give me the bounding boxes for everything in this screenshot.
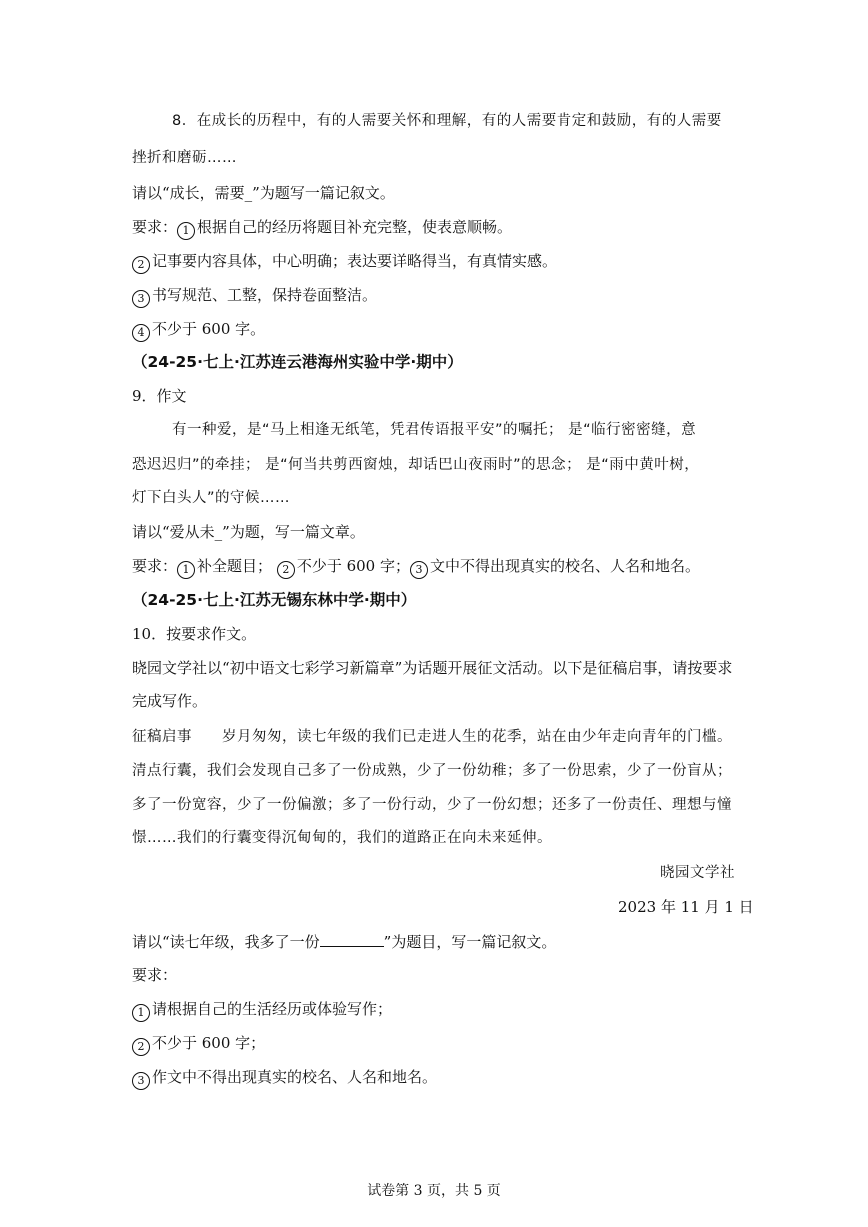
q10-requirement-1 bbox=[132, 1000, 392, 1022]
q8-req1-text: 根据自己的经历将题目补充完整，使表意顺畅。 bbox=[197, 218, 513, 236]
q9-para-line2: 恐迟迟归”的牵挂； 是“何当共剪西窗烛，却话巴山夜雨时”的思念； 是“雨中黄叶树， bbox=[132, 457, 700, 473]
q9-req1-text: 补全题目； bbox=[197, 557, 273, 575]
q10-requirement-2 bbox=[132, 1034, 265, 1056]
circled-number-icon: 3 bbox=[132, 290, 150, 308]
q10-prompt bbox=[132, 932, 556, 951]
q9-heading: 9．作文 bbox=[132, 387, 187, 405]
circled-number-icon: 1 bbox=[177, 222, 195, 240]
page-footer: 试卷第 3 页，共 5 页 bbox=[367, 1183, 501, 1199]
q9-requirements bbox=[132, 557, 700, 579]
q10-notice-line4: 憬……我们的行囊变得沉甸甸的，我们的道路正在向未来延伸。 bbox=[132, 830, 552, 846]
q10-req1-text: 请根据自己的生活经历或体验写作； bbox=[152, 1000, 393, 1018]
q10-req-label: 要求： bbox=[132, 966, 178, 984]
q9-para-line1: 有一种爱，是“马上相逢无纸笔，凭君传语报平安”的嘱托； 是“临行密密缝，意 bbox=[172, 422, 697, 438]
circled-number-icon: 1 bbox=[132, 1004, 150, 1022]
circled-number-icon: 3 bbox=[410, 561, 428, 579]
q9-para-line3: 灯下白头人”的守候…… bbox=[132, 490, 291, 506]
circled-number-icon: 2 bbox=[132, 1038, 150, 1056]
q8-requirement-1 bbox=[132, 218, 512, 240]
q9-source: （24-25·七上·江苏连云港海州实验中学·期中） bbox=[132, 353, 463, 371]
circled-number-icon: 3 bbox=[132, 1072, 150, 1090]
q8-req4-text: 不少于 600 字。 bbox=[152, 320, 266, 338]
circled-number-icon: 2 bbox=[277, 561, 295, 579]
q10-req3-text: 作文中不得出现真实的校名、人名和地名。 bbox=[152, 1068, 438, 1086]
q8-requirement-2 bbox=[132, 252, 557, 274]
q9-prompt: 请以“爱从未_”为题，写一篇文章。 bbox=[132, 523, 365, 541]
circled-number-icon: 1 bbox=[177, 561, 195, 579]
q9-req2-text: 不少于 600 字； bbox=[296, 557, 410, 575]
q8-intro-line1: 8．在成长的历程中，有的人需要关怀和理解，有的人需要肯定和鼓励，有的人需要 bbox=[172, 113, 722, 129]
q8-requirement-3 bbox=[132, 286, 377, 308]
q10-req2-text: 不少于 600 字； bbox=[152, 1034, 266, 1052]
q10-source: （24-25·七上·江苏无锡东林中学·期中） bbox=[132, 591, 417, 609]
q10-notice-line2: 清点行囊，我们会发现自己多了一份成熟，少了一份幼稚；多了一份思索，少了一份盲从； bbox=[132, 763, 732, 779]
q8-intro-line2: 挫折和磨砺…… bbox=[132, 150, 237, 166]
q9-req-label: 要求： bbox=[132, 557, 178, 575]
q10-date: 2023 年 11 月 1 日 bbox=[618, 898, 754, 916]
circled-number-icon: 2 bbox=[132, 256, 150, 274]
circled-number-icon: 4 bbox=[132, 324, 150, 342]
q10-requirement-3 bbox=[132, 1068, 437, 1090]
q10-heading: 10．按要求作文。 bbox=[132, 625, 257, 643]
q10-prompt-pre: 请以“读七年级，我多了一份 bbox=[132, 933, 320, 951]
q10-notice-line3: 多了一份宽容，少了一份偏激；多了一份行动，少了一份幻想；还多了一份责任、理想与憧 bbox=[132, 797, 732, 813]
q8-prompt: 请以“成长，需要_”为题写一篇记叙文。 bbox=[132, 184, 395, 202]
q10-notice-line1: 征稿启事 岁月匆匆，读七年级的我们已走进人生的花季，站在由少年走向青年的门槛。 bbox=[132, 729, 732, 745]
q10-signer: 晓园文学社 bbox=[660, 865, 735, 881]
q8-req-label: 要求： bbox=[132, 218, 178, 236]
q8-req2-text: 记事要内容具体，中心明确；表达要详略得当，有真情实感。 bbox=[152, 252, 558, 270]
q10-prompt-post: ”为题目，写一篇记叙文。 bbox=[383, 933, 557, 951]
q8-requirement-4 bbox=[132, 320, 265, 342]
q10-intro-line1: 晓园文学社以“初中语文七彩学习新篇章”为话题开展征文活动。以下是征稿启事，请按要求 bbox=[132, 659, 733, 677]
q8-req3-text: 书写规范、工整，保持卷面整洁。 bbox=[152, 286, 378, 304]
q9-req3-text: 文中不得出现真实的校名、人名和地名。 bbox=[429, 557, 700, 575]
q10-intro-line2: 完成写作。 bbox=[132, 692, 208, 710]
q10-prompt-blank bbox=[320, 932, 384, 947]
